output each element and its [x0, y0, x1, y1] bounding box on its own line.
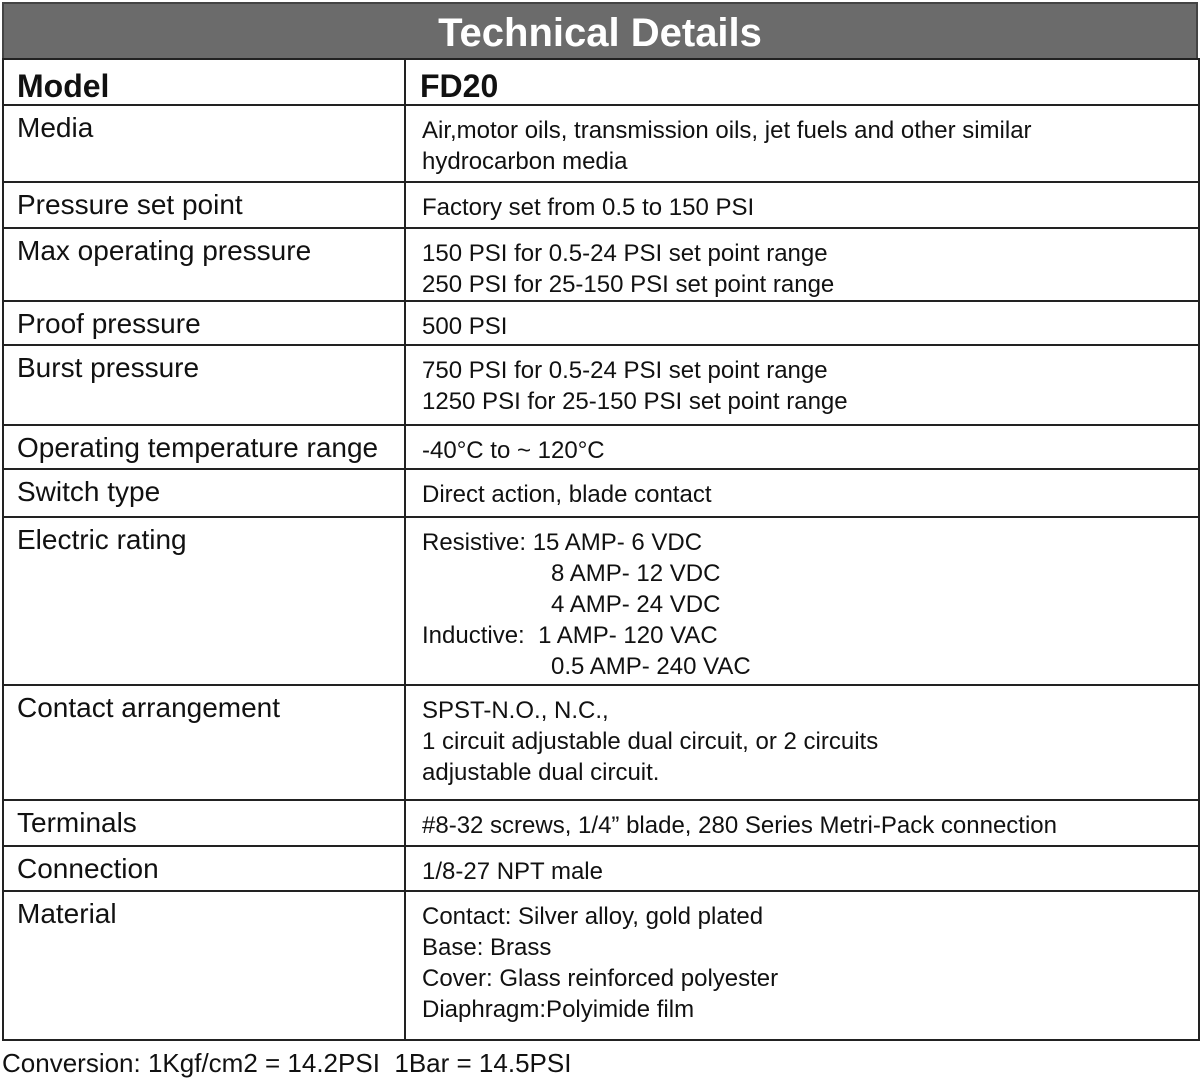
- value-line: Inductive: 1 AMP- 120 VAC: [422, 622, 718, 649]
- row-label: Max operating pressure: [17, 235, 312, 266]
- conversion-note: Conversion: 1Kgf/cm2 = 14.2PSI 1Bar = 14.5PSI: [2, 1048, 572, 1078]
- model-label: Model: [17, 68, 110, 104]
- value-line: Air,motor oils, transmission oils, jet fuels and other similar: [422, 117, 1032, 144]
- value-line: Resistive: 15 AMP- 6 VDC: [422, 529, 703, 556]
- header-row: [3, 59, 1199, 105]
- row-value: [406, 106, 1198, 177]
- value-line: 500 PSI: [422, 313, 508, 340]
- table-row: [3, 517, 1199, 685]
- value-line: Cover: Glass reinforced polyester: [422, 965, 779, 992]
- row-value: [406, 302, 1198, 342]
- table-row: [3, 301, 1199, 345]
- row-value: [406, 229, 1198, 300]
- table-row: [3, 846, 1199, 891]
- table-row: [3, 685, 1199, 800]
- row-value: [406, 801, 1198, 841]
- table-row: [3, 891, 1199, 1040]
- row-label: Contact arrangement: [17, 692, 281, 723]
- row-label: Material: [17, 898, 117, 929]
- row-label: Burst pressure: [17, 352, 200, 383]
- table-row: [3, 182, 1199, 228]
- value-line: #8-32 screws, 1/4” blade, 280 Series Metri-Pack connection: [422, 812, 1057, 839]
- table-row: [3, 105, 1199, 182]
- technical-details-sheet: [2, 2, 1198, 1041]
- value-line: Diaphragm:Polyimide film: [422, 996, 695, 1023]
- row-value: [406, 847, 1198, 887]
- row-value: [406, 892, 1198, 1025]
- model-value: FD20: [420, 68, 499, 104]
- table-row: [3, 345, 1199, 425]
- row-label: Switch type: [17, 476, 161, 507]
- value-line: 250 PSI for 25-150 PSI set point range: [422, 271, 835, 298]
- table-row: [3, 800, 1199, 846]
- table-row: [3, 425, 1199, 469]
- row-value: [406, 518, 1198, 682]
- value-line: adjustable dual circuit.: [422, 759, 660, 786]
- value-line: Contact: Silver alloy, gold plated: [422, 903, 764, 930]
- table-row: [3, 228, 1199, 301]
- value-line: 1 circuit adjustable dual circuit, or 2 circuits: [422, 728, 879, 755]
- value-line: 150 PSI for 0.5-24 PSI set point range: [422, 240, 828, 267]
- value-line: 750 PSI for 0.5-24 PSI set point range: [422, 357, 828, 384]
- row-label: Pressure set point: [17, 189, 243, 220]
- row-value: [406, 686, 1198, 788]
- value-line: Direct action, blade contact: [422, 481, 712, 508]
- value-line: -40°C to ~ 120°C: [422, 437, 605, 464]
- value-line: 1250 PSI for 25-150 PSI set point range: [422, 388, 848, 415]
- row-label: Connection: [17, 853, 159, 884]
- specs-table: [2, 58, 1200, 1041]
- row-value: [406, 470, 1198, 510]
- value-line: Base: Brass: [422, 934, 552, 961]
- value-line: Factory set from 0.5 to 150 PSI: [422, 194, 755, 221]
- row-label: Operating temperature range: [17, 432, 379, 463]
- value-line: 1/8-27 NPT male: [422, 858, 603, 885]
- row-value: [406, 183, 1198, 223]
- value-line: SPST-N.O., N.C.,: [422, 697, 609, 724]
- row-value: [406, 346, 1198, 417]
- value-line: 8 AMP- 12 VDC: [551, 560, 721, 587]
- table-row: [3, 469, 1199, 517]
- row-label: Electric rating: [17, 524, 187, 555]
- row-label: Terminals: [17, 807, 137, 838]
- row-label: Media: [17, 112, 94, 143]
- table-title: Technical Details: [2, 2, 1198, 58]
- row-label: Proof pressure: [17, 308, 201, 339]
- value-line: 4 AMP- 24 VDC: [551, 591, 721, 618]
- row-value: [406, 426, 1198, 466]
- value-line: 0.5 AMP- 240 VAC: [551, 653, 751, 680]
- value-line: hydrocarbon media: [422, 148, 628, 175]
